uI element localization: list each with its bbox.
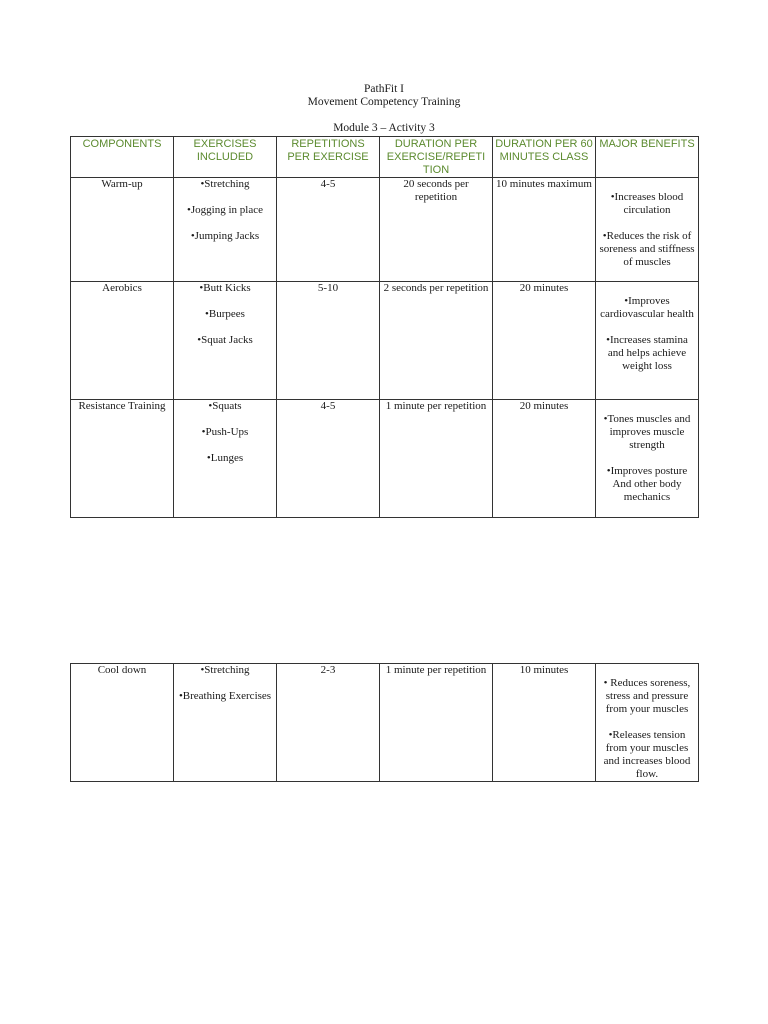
exercise-item: •Breathing Exercises (178, 690, 272, 702)
column-header: MAJOR BENEFITS (596, 137, 699, 178)
benefit-item: •Improves posture And other body mechanics (606, 465, 688, 503)
cooldown-table (70, 663, 699, 782)
table-row (71, 664, 699, 782)
exercise-item: •Squats (208, 400, 242, 412)
column-header: EXERCISES INCLUDED (174, 137, 277, 178)
benefits-cell (596, 178, 699, 282)
exercise-item: •Lunges (206, 452, 244, 464)
course-title: PathFit I (364, 83, 404, 95)
benefit-item: •Increases stamina and helps achieve weight loss (606, 334, 688, 372)
exercises-cell (174, 664, 277, 782)
duration-per-cell: 2 seconds per repetition (380, 282, 493, 400)
benefits-cell (596, 664, 699, 782)
duration-class-cell: 10 minutes maximum (493, 178, 596, 282)
exercises-cell (174, 178, 277, 282)
exercises-cell (174, 400, 277, 518)
repetitions-cell: 5-10 (277, 282, 380, 400)
table-row (71, 400, 699, 518)
exercise-item: •Push-Ups (201, 426, 249, 438)
benefits-cell (596, 400, 699, 518)
exercise-item: •Jogging in place (187, 204, 263, 216)
column-header: DURATION PER 60 MINUTES CLASS (493, 137, 596, 178)
document-header (0, 83, 768, 135)
benefit-item: •Increases blood circulation (610, 191, 684, 216)
duration-per-cell: 20 seconds per repetition (380, 178, 493, 282)
exercise-item: •Stretching (200, 178, 250, 190)
exercise-item: •Squat Jacks (197, 334, 253, 346)
table-header-row (71, 137, 699, 178)
exercise-item: •Stretching (200, 664, 250, 676)
column-header: REPETITIONS PER EXERCISE (277, 137, 380, 178)
component-cell: Warm-up (71, 178, 174, 282)
module-label: Module 3 – Activity 3 (333, 122, 435, 134)
exercise-item: •Butt Kicks (199, 282, 251, 294)
repetitions-cell: 4-5 (277, 400, 380, 518)
repetitions-cell: 2-3 (277, 664, 380, 782)
table-row (71, 282, 699, 400)
duration-per-cell: 1 minute per repetition (380, 400, 493, 518)
exercise-item: •Jumping Jacks (190, 230, 260, 242)
repetitions-cell: 4-5 (277, 178, 380, 282)
duration-class-cell: 10 minutes (493, 664, 596, 782)
benefit-item: •Reduces the risk of soreness and stiffness of muscles (599, 230, 695, 268)
column-header: COMPONENTS (71, 137, 174, 178)
benefits-cell (596, 282, 699, 400)
benefit-item: •Improves cardiovascular health (600, 295, 694, 320)
duration-per-cell: 1 minute per repetition (380, 664, 493, 782)
component-cell: Resistance Training (71, 400, 174, 518)
training-table (70, 136, 699, 518)
benefit-item: •Releases tension from your muscles and increases blood flow. (603, 729, 691, 780)
benefit-item: • Reduces soreness, stress and pressure from your muscles (603, 677, 691, 715)
benefit-item: •Tones muscles and improves muscle strength (603, 413, 691, 451)
table-row (71, 178, 699, 282)
duration-class-cell: 20 minutes (493, 400, 596, 518)
column-header: DURATION PER EXERCISE/REPETI TION (380, 137, 493, 178)
exercise-item: •Burpees (205, 308, 245, 320)
exercises-cell (174, 282, 277, 400)
component-cell: Cool down (71, 664, 174, 782)
duration-class-cell: 20 minutes (493, 282, 596, 400)
component-cell: Aerobics (71, 282, 174, 400)
document-subtitle: Movement Competency Training (307, 96, 461, 108)
